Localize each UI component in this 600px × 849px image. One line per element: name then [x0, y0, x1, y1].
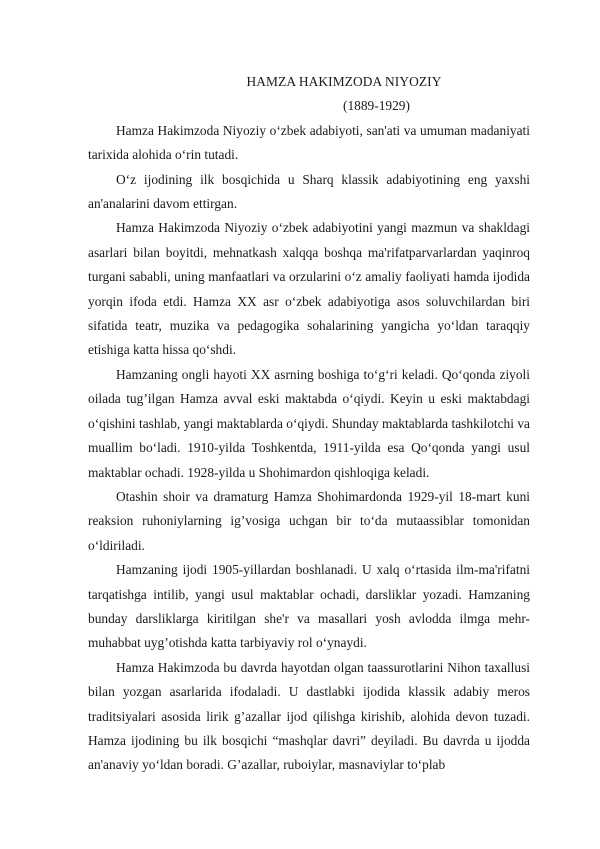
document-page: [88, 70, 530, 778]
paragraph: Hamzaning ijodi 1905-yillardan boshlanadi. U xalq o‘rtasida ilm-ma'rifatni tarqatishga intilib, yangi usul maktablar ochadi, darsliklar yozadi. Hamzaning bunday darsliklarga kiritilgan she'r va masallari yosh avlodda ilmga mehr-muhabbat uyg’otishda katta tarbiyaviy rol o‘ynaydi.: [88, 562, 530, 651]
paragraph: O‘z ijodining ilk bosqichida u Sharq klassik adabiyotining eng yaxshi an'analarini davom ettirgan.: [88, 171, 530, 212]
paragraph: Hamza Hakimzoda Niyoziy o‘zbek adabiyoti, san'ati va umuman madaniyati tarixida alohida o‘rin tutadi.: [88, 122, 530, 163]
paragraph: Hamza Hakimzoda Niyoziy o‘zbek adabiyotini yangi mazmun va shakldagi asarlari bilan boyitdi, mehnatkash xalqqa boshqa ma'rifatparvarlardan yaqinroq turgani sababli, uning manfaatlari va orzularini o‘z amaliy faoliyati hamda ijodida yorqin ifoda etdi. Hamza XX asr o‘zbek adabiyotiga asos soluvchilardan biri sifatida teatr, muzika va pedagogika sohalarining yangicha yo‘ldan taraqqiy etishiga katta hissa qo‘shdi.: [88, 220, 530, 358]
document-title: HAMZA HAKIMZODA NIYOZIY: [246, 74, 442, 89]
paragraph: Otashin shoir va dramaturg Hamza Shohimardonda 1929-yil 18-mart kuni reaksion ruhoniylarning ig’vosiga uchgan bir to‘da mutaassiblar tomonidan o‘ldiriladi.: [88, 488, 530, 553]
paragraph: Hamzaning ongli hayoti XX asrning boshiga to‘g‘ri keladi. Qo‘qonda ziyoli oilada tug’ilgan Hamza avval eski maktabda o‘qiydi. Keyin u eski maktabdagi o‘qishini tashlab, yangi maktablarda o‘qiydi. Shunday maktablarda tashkilotchi va muallim bo‘ladi. 1910-yilda Toshkentda, 1911-yilda esa Qo‘qonda yangi usul maktablar ochadi. 1928-yilda u Shohimardon qishloqiga keladi.: [88, 366, 530, 480]
paragraph: Hamza Hakimzoda bu davrda hayotdan olgan taassurotlarini Nihon taxallusi bilan yozgan asarlarida ifodaladi. U dastlabki ijodida klassik adabiy meros traditsiyalari asosida lirik g’azallar ijod qilishga kirishib, alohida devon tuzadi. Hamza ijodining bu ilk bosqichi “mashqlar davri” deyiladi. Bu davrda u ijodda an'anaviy yo‘ldan boradi. G’azallar, ruboiylar, masnaviylar to‘plab: [88, 659, 530, 773]
life-years: (1889-1929): [343, 98, 410, 114]
